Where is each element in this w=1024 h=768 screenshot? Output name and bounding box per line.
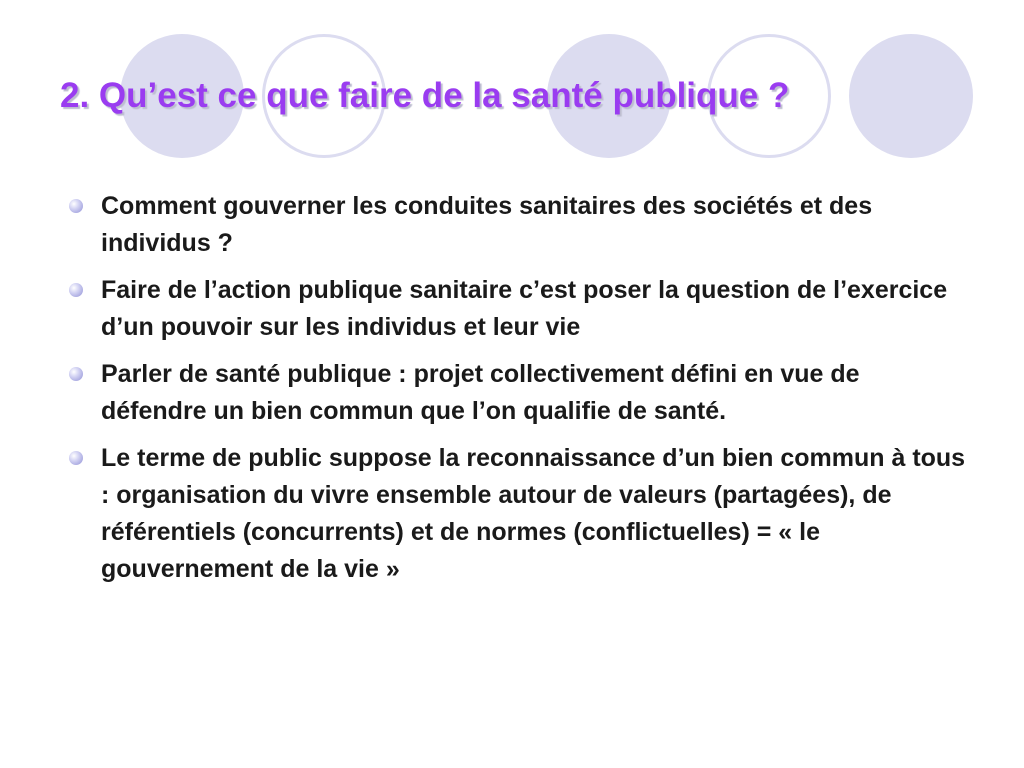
bullet-item xyxy=(66,272,966,346)
bullet-text: Faire de l’action publique sanitaire c’est poser la question de l’exercice d’un pouvoir sur les individus et leur vie xyxy=(101,276,948,341)
bullet-dot-icon xyxy=(69,367,83,381)
bullet-item xyxy=(66,356,966,430)
bullet-dot-icon xyxy=(69,283,83,297)
decorative-circle-5 xyxy=(849,34,973,158)
slide-title: 2. Qu’est ce que faire de la santé publique ? xyxy=(60,76,790,115)
bullet-text: Comment gouverner les conduites sanitaires des sociétés et des individus ? xyxy=(101,192,873,257)
bullet-text: Parler de santé publique : projet collectivement défini en vue de défendre un bien commun que l’on qualifie de santé. xyxy=(101,360,860,425)
bullet-item xyxy=(66,188,966,262)
bullet-text: Le terme de public suppose la reconnaissance d’un bien commun à tous : organisation du vivre ensemble autour de valeurs (partagées), de référentiels (concurrents) et de normes (conflictuelles) = « le gouvernement de la vie » xyxy=(101,444,966,583)
bullet-item xyxy=(66,440,966,588)
bullet-dot-icon xyxy=(69,199,83,213)
bullet-dot-icon xyxy=(69,451,83,465)
bullet-list xyxy=(66,188,966,598)
